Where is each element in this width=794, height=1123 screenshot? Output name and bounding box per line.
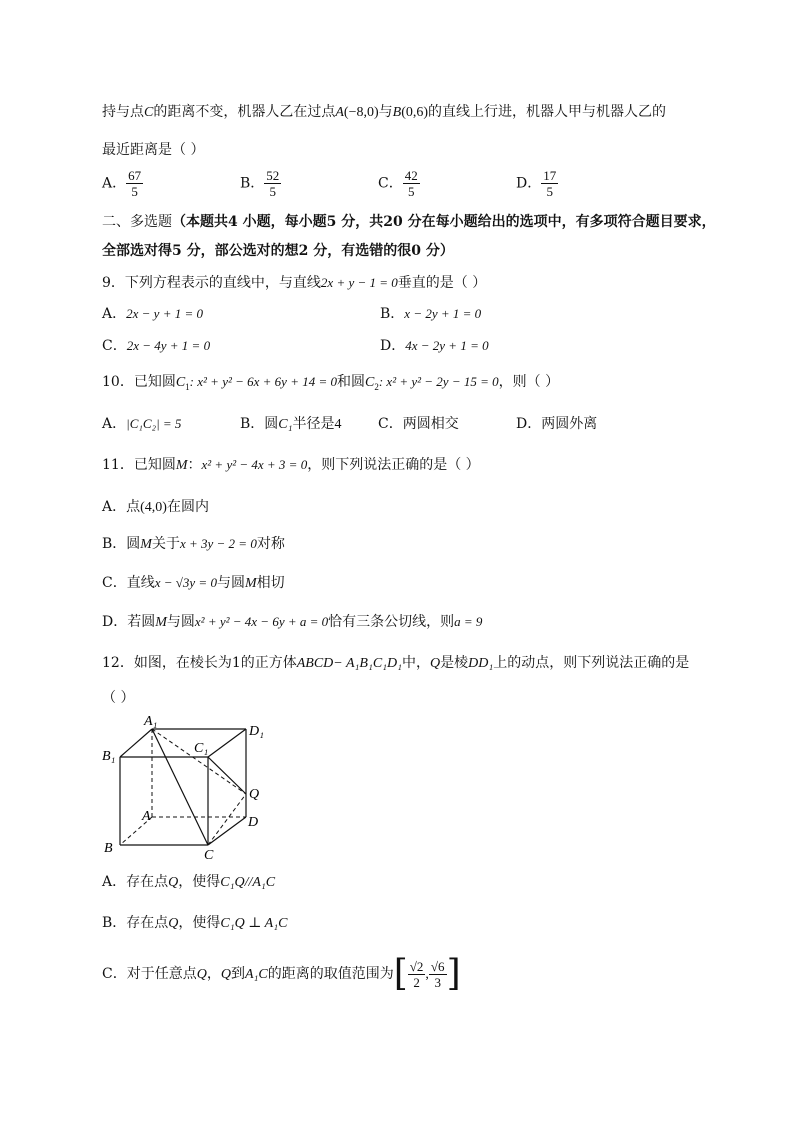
q10-option-c: C．两圆相交	[378, 416, 459, 432]
fraction: $\frac{67}{5}$	[128, 168, 142, 199]
q11-option-b: B．圆M关于x + 3y − 2 = 0对称	[102, 536, 285, 552]
q8-option-a: A． $\frac{67}{5}$	[102, 168, 142, 199]
label-a1: A₁	[144, 714, 158, 729]
label-d1: D₁	[249, 724, 264, 739]
right-bracket: ]	[446, 953, 461, 994]
q11-option-a: A．点(4,0)在圆内	[102, 499, 209, 515]
edge-c-d	[208, 817, 246, 845]
segment-c1-q	[208, 757, 246, 794]
edge-c1-d1	[208, 729, 246, 757]
q10-stem: 10．已知圆$C_1$: x² + y² − 6x + 6y + 14 = 0和圆$C_2$: x² + y² − 2y − 15 = 0，则（ ）	[102, 374, 560, 392]
q12-paren: （ ）	[102, 690, 135, 706]
comma: ,	[425, 967, 429, 982]
label-a: A	[142, 809, 151, 824]
q12-option-a: A．存在点Q，使得C₁Q//A₁C	[102, 874, 276, 890]
q8-option-b: B． $\frac{52}{5}$	[240, 168, 280, 199]
q9-option-a: A．2x − y + 1 = 0	[102, 306, 203, 322]
q11-stem: 11．已知圆M：x² + y² − 4x + 3 = 0，则下列说法正确的是（ ）	[102, 457, 480, 473]
q8-option-d: D． $\frac{17}{5}$	[516, 168, 557, 199]
fraction: $\frac{42}{5}$	[404, 168, 418, 199]
q9-option-d: D．4x − 2y + 1 = 0	[380, 338, 489, 354]
q12-option-c: C．对于任意点Q，Q到A₁C的距离的取值范围为[ $\frac{√2}{2}$ , $\frac{√6}{3}$ ]	[102, 953, 461, 994]
q9-stem: 9．下列方程表示的直线中，与直线2x + y − 1 = 0垂直的是（ ）	[102, 275, 487, 291]
q8-option-c: C． $\frac{42}{5}$	[378, 168, 418, 199]
q9-option-c: C．2x − 4y + 1 = 0	[102, 338, 211, 354]
cube-figure	[100, 712, 280, 862]
section-title: 二、多选题（本题共4 小题，每小题5 分，共20 分在每小题给出的选项中，有多项符合题目要求，	[102, 214, 716, 230]
label-q: Q	[249, 787, 260, 802]
q10-option-a: A．|C₁C₂| = 5	[102, 416, 182, 432]
hidden-segment-c-q	[208, 794, 246, 845]
fraction: $\frac{√2}{2}$	[409, 958, 424, 990]
label-c: C	[204, 848, 214, 862]
q11-option-d: D．若圆M与圆x² + y² − 4x − 6y + a = 0恰有三条公切线，则a = 9	[102, 614, 483, 630]
fraction: $\frac{52}{5}$	[266, 168, 280, 199]
fraction: $\frac{17}{5}$	[543, 168, 557, 199]
label-b: B	[104, 841, 113, 856]
edge-b1-a1	[120, 729, 152, 757]
q10-option-d: D．两圆外离	[516, 416, 598, 432]
left-bracket: [	[393, 953, 408, 994]
label-b1: B₁	[102, 749, 116, 764]
q8-line1: 持与点C的距离不变，机器人乙在过点A(−8,0)与B(0,6)的直线上行进，机器人甲与机器人乙的	[102, 104, 667, 120]
q10-option-b: B．圆C₁半径是4	[240, 416, 342, 432]
label-d: D	[248, 815, 259, 830]
q9-option-b: B．x − 2y + 1 = 0	[380, 306, 482, 322]
q8-line2: 最近距离是（ ）	[102, 142, 205, 158]
q12-stem: 12．如图，在棱长为1的正方体ABCD− A₁B₁C₁D₁中，Q是棱DD₁上的动点，则下列说法正确的是	[102, 655, 690, 671]
label-c1: C₁	[194, 741, 209, 756]
q11-option-c: C．直线x − √3y = 0与圆M相切	[102, 575, 285, 591]
section-rules-line2: 全部选对得5 分，部公选对的想2 分，有选错的很0 分）	[102, 243, 454, 259]
q12-option-b: B．存在点Q，使得C₁Q ⊥ A₁C	[102, 915, 288, 931]
fraction: $\frac{√6}{3}$	[430, 958, 445, 990]
